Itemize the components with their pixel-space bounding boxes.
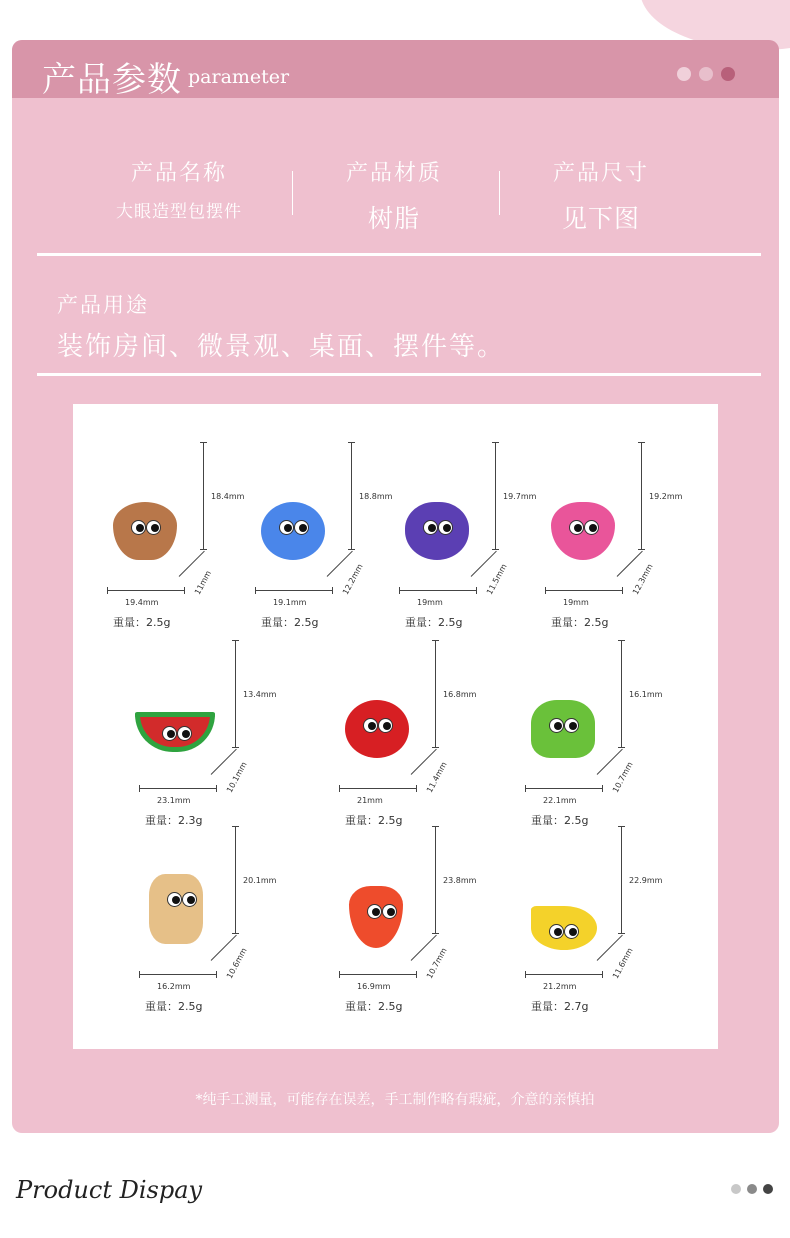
- usage-value: 装饰房间、微景观、桌面、摆件等。: [57, 332, 506, 362]
- width-label: 21.2mm: [543, 982, 577, 991]
- info-name-label: 产品名称: [130, 161, 227, 186]
- depth-dimension-line: [617, 551, 643, 577]
- bread-icon: [113, 502, 177, 560]
- weight-label: 重量：2.5g: [113, 616, 171, 629]
- eye-icon: [549, 718, 564, 733]
- header-dot-2: [699, 67, 713, 81]
- eye-icon: [378, 718, 393, 733]
- depth-label: 10.1mm: [225, 760, 249, 795]
- header-dot-3: [721, 67, 735, 81]
- width-dimension-line: [545, 590, 623, 591]
- broccoli-icon: [531, 700, 595, 758]
- divider-2: [499, 171, 500, 215]
- height-label: 19.2mm: [649, 492, 683, 501]
- eye-icon: [564, 718, 579, 733]
- width-dimension-line: [525, 788, 603, 789]
- eye-icon: [584, 520, 599, 535]
- eggplant-icon: [405, 502, 469, 560]
- weight-label: 重量：2.5g: [345, 1000, 403, 1013]
- depth-dimension-line: [211, 749, 237, 775]
- height-dimension-line: [235, 640, 236, 748]
- weight-label: 重量：2.5g: [531, 814, 589, 827]
- info-name-value: 大眼造型包摆件: [116, 202, 242, 222]
- width-label: 19mm: [563, 598, 589, 607]
- depth-label: 10.7mm: [611, 760, 635, 795]
- height-label: 18.4mm: [211, 492, 245, 501]
- header-subtitle: parameter: [188, 66, 290, 88]
- eye-icon: [162, 726, 177, 741]
- eye-icon: [279, 520, 294, 535]
- header-dot-1: [677, 67, 691, 81]
- depth-dimension-line: [411, 935, 437, 961]
- width-label: 19.4mm: [125, 598, 159, 607]
- depth-label: 10.7mm: [425, 946, 449, 981]
- width-dimension-line: [525, 974, 603, 975]
- weight-label: 重量：2.3g: [145, 814, 203, 827]
- footer-dot-1: [731, 1184, 741, 1194]
- width-label: 23.1mm: [157, 796, 191, 805]
- product-item: [103, 442, 253, 632]
- depth-dimension-line: [471, 551, 497, 577]
- watermelon-icon: [135, 712, 215, 752]
- usage-label: 产品用途: [57, 293, 149, 317]
- depth-dimension-line: [597, 935, 623, 961]
- info-size-label: 产品尺寸: [552, 161, 649, 186]
- separator-2: [37, 373, 761, 376]
- info-material: [304, 156, 484, 235]
- potato-icon: [149, 874, 203, 944]
- product-item: [335, 826, 485, 1016]
- height-dimension-line: [435, 640, 436, 748]
- width-label: 19mm: [417, 598, 443, 607]
- divider-1: [292, 171, 293, 215]
- depth-dimension-line: [597, 749, 623, 775]
- eye-icon: [131, 520, 146, 535]
- product-item: [251, 442, 401, 632]
- height-dimension-line: [621, 826, 622, 934]
- eye-icon: [167, 892, 182, 907]
- weight-label: 重量：2.5g: [405, 616, 463, 629]
- width-dimension-line: [107, 590, 185, 591]
- height-label: 20.1mm: [243, 876, 277, 885]
- depth-dimension-line: [411, 749, 437, 775]
- height-label: 23.8mm: [443, 876, 477, 885]
- product-item: [521, 640, 671, 830]
- eye-icon: [423, 520, 438, 535]
- tomato-icon: [345, 700, 409, 758]
- depth-label: 12.2mm: [341, 562, 365, 597]
- height-dimension-line: [203, 442, 204, 550]
- width-dimension-line: [139, 974, 217, 975]
- footer-dot-2: [747, 1184, 757, 1194]
- height-label: 19.7mm: [503, 492, 537, 501]
- height-label: 22.9mm: [629, 876, 663, 885]
- product-item: [335, 640, 485, 830]
- depth-dimension-line: [211, 935, 237, 961]
- footer-title: Product Dispay: [16, 1176, 203, 1204]
- width-label: 16.9mm: [357, 982, 391, 991]
- height-dimension-line: [351, 442, 352, 550]
- height-dimension-line: [235, 826, 236, 934]
- carrot-icon: [349, 886, 403, 948]
- eye-icon: [177, 726, 192, 741]
- eye-icon: [564, 924, 579, 939]
- height-label: 16.1mm: [629, 690, 663, 699]
- width-label: 16.2mm: [157, 982, 191, 991]
- eye-icon: [146, 520, 161, 535]
- height-label: 18.8mm: [359, 492, 393, 501]
- width-dimension-line: [399, 590, 477, 591]
- width-label: 19.1mm: [273, 598, 307, 607]
- info-material-label: 产品材质: [345, 161, 442, 186]
- eye-icon: [363, 718, 378, 733]
- blueberry-icon: [261, 502, 325, 560]
- eye-icon: [382, 904, 397, 919]
- eye-icon: [438, 520, 453, 535]
- height-dimension-line: [641, 442, 642, 550]
- height-dimension-line: [495, 442, 496, 550]
- width-dimension-line: [139, 788, 217, 789]
- eye-icon: [569, 520, 584, 535]
- product-item: [135, 826, 285, 1016]
- depth-label: 11.6mm: [611, 946, 635, 981]
- strawberry-icon: [551, 502, 615, 560]
- eye-icon: [294, 520, 309, 535]
- height-label: 16.8mm: [443, 690, 477, 699]
- weight-label: 重量：2.5g: [551, 616, 609, 629]
- separator-1: [37, 253, 761, 256]
- eye-icon: [549, 924, 564, 939]
- weight-label: 重量：2.7g: [531, 1000, 589, 1013]
- depth-label: 11mm: [193, 569, 214, 597]
- product-item: [395, 442, 545, 632]
- depth-dimension-line: [327, 551, 353, 577]
- info-size-value: 见下图: [561, 204, 640, 233]
- height-dimension-line: [435, 826, 436, 934]
- info-material-value: 树脂: [367, 204, 420, 233]
- measurement-note: *纯手工测量，可能存在误差，手工制作略有瑕疵，介意的亲慎拍: [195, 1092, 595, 1108]
- depth-label: 10.6mm: [225, 946, 249, 981]
- banana-icon: [531, 906, 597, 950]
- footer-dot-3: [763, 1184, 773, 1194]
- width-dimension-line: [255, 590, 333, 591]
- depth-label: 11.5mm: [485, 562, 509, 597]
- depth-dimension-line: [179, 551, 205, 577]
- info-size: [511, 156, 691, 235]
- depth-label: 12.3mm: [631, 562, 655, 597]
- weight-label: 重量：2.5g: [261, 616, 319, 629]
- product-item: [521, 826, 671, 1016]
- height-label: 13.4mm: [243, 690, 277, 699]
- width-dimension-line: [339, 974, 417, 975]
- header-title: 产品参数: [42, 60, 182, 100]
- width-dimension-line: [339, 788, 417, 789]
- width-label: 21mm: [357, 796, 383, 805]
- width-label: 22.1mm: [543, 796, 577, 805]
- product-item: [541, 442, 691, 632]
- weight-label: 重量：2.5g: [145, 1000, 203, 1013]
- info-name: [84, 156, 274, 222]
- depth-label: 11.4mm: [425, 760, 449, 795]
- eye-icon: [367, 904, 382, 919]
- product-grid: [73, 404, 718, 1049]
- height-dimension-line: [621, 640, 622, 748]
- product-item: [135, 640, 285, 830]
- eye-icon: [182, 892, 197, 907]
- weight-label: 重量：2.5g: [345, 814, 403, 827]
